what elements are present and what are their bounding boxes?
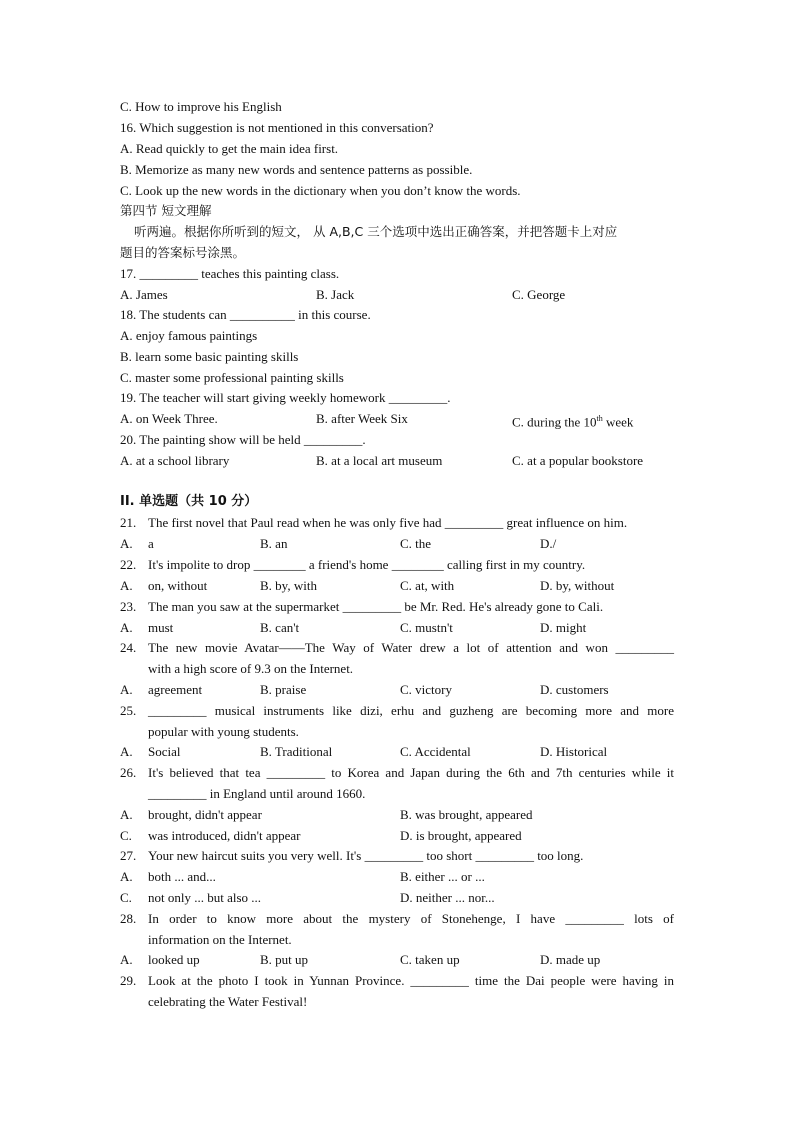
q28-option-d: D. made up xyxy=(540,952,601,967)
q24-option-b: B. praise xyxy=(260,682,307,697)
q28-number: 28. xyxy=(120,911,137,926)
q28-question-line2: information on the Internet. xyxy=(148,932,292,947)
q25-option-d: D. Historical xyxy=(540,744,608,759)
q22-option-a-letter: A. xyxy=(120,578,133,593)
q25-option-a: Social xyxy=(148,744,181,759)
q22-question: It's impolite to drop ________ a friend's home ________ calling first in my country. xyxy=(148,557,586,572)
q21-option-c: C. the xyxy=(400,536,432,551)
q23-option-c: C. mustn't xyxy=(400,620,453,635)
q17-option-a: A. James xyxy=(120,287,168,302)
q18-option-b: B. learn some basic painting skills xyxy=(120,349,299,364)
q29-question-line2: celebrating the Water Festival! xyxy=(148,994,308,1009)
q21-option-d: D./ xyxy=(540,536,557,551)
q21-option-b: B. an xyxy=(260,536,288,551)
q28-option-b: B. put up xyxy=(260,952,309,967)
q25-question-line1: _________ musical instruments like dizi, erhu and guzheng are becoming more and more xyxy=(148,703,674,718)
q23-question: The man you saw at the supermarket _________ be Mr. Red. He's already gone to Cali. xyxy=(148,599,604,614)
q24-option-a: agreement xyxy=(148,682,203,697)
q21-number: 21. xyxy=(120,515,137,530)
q17-question: 17. _________ teaches this painting class. xyxy=(120,266,340,281)
q21-option-a-letter: A. xyxy=(120,536,133,551)
q16-option-c: C. Look up the new words in the dictionary when you don’t know the words. xyxy=(120,183,521,198)
q26-question-line2: _________ in England until around 1660. xyxy=(148,786,366,801)
q18-question: 18. The students can __________ in this course. xyxy=(120,307,371,322)
q23-option-b: B. can't xyxy=(260,620,300,635)
q28-option-a-letter: A. xyxy=(120,952,133,967)
q24-question-line1: The new movie Avatar——The Way of Water drew a lot of attention and won _________ xyxy=(148,640,674,655)
section-4-instruction-line1: 听两遍。根据你所听到的短文， 从 A,B,C 三个选项中选出正确答案，并把答题卡上对应 xyxy=(134,224,618,239)
q16-option-a: A. Read quickly to get the main idea first. xyxy=(120,141,339,156)
q20-option-b: B. at a local art museum xyxy=(316,453,443,468)
q26-option-d: D. is brought, appeared xyxy=(400,828,522,843)
q27-question: Your new haircut suits you very well. It's _________ too short _________ too long. xyxy=(148,848,584,863)
q27-option-b: B. either ... or ... xyxy=(400,869,485,884)
q20-question: 20. The painting show will be held _________. xyxy=(120,432,366,447)
q26-option-b: B. was brought, appeared xyxy=(400,807,533,822)
q24-option-a-letter: A. xyxy=(120,682,133,697)
q28-option-a: looked up xyxy=(148,952,200,967)
q29-number: 29. xyxy=(120,973,137,988)
q27-option-a-letter: A. xyxy=(120,869,133,884)
q17-option-c: C. George xyxy=(512,287,566,302)
q24-number: 24. xyxy=(120,640,137,655)
q25-number: 25. xyxy=(120,703,137,718)
q22-option-d: D. by, without xyxy=(540,578,615,593)
q22-number: 22. xyxy=(120,557,137,572)
q26-option-a-letter: A. xyxy=(120,807,133,822)
q26-option-c-letter: C. xyxy=(120,828,132,843)
q27-option-c: not only ... but also ... xyxy=(148,890,262,905)
q25-option-a-letter: A. xyxy=(120,744,133,759)
q29-question-line1: Look at the photo I took in Yunnan Province. _________ time the Dai people were having in xyxy=(148,973,674,988)
q16-option-b: B. Memorize as many new words and sentence patterns as possible. xyxy=(120,162,473,177)
q27-option-c-letter: C. xyxy=(120,890,132,905)
q21-option-a: a xyxy=(148,536,154,551)
q25-option-b: B. Traditional xyxy=(260,744,333,759)
q22-option-b: B. by, with xyxy=(260,578,317,593)
q19-option-a: A. on Week Three. xyxy=(120,411,218,426)
q16-question: 16. Which suggestion is not mentioned in this conversation? xyxy=(120,120,434,135)
q19-option-c: C. during the 10th week xyxy=(512,414,634,430)
q17-option-b: B. Jack xyxy=(316,287,355,302)
q22-option-a: on, without xyxy=(148,578,208,593)
q23-option-d: D. might xyxy=(540,620,587,635)
q26-number: 26. xyxy=(120,765,137,780)
q26-option-a: brought, didn't appear xyxy=(148,807,262,822)
q23-option-a-letter: A. xyxy=(120,620,133,635)
q26-option-c: was introduced, didn't appear xyxy=(148,828,301,843)
q25-option-c: C. Accidental xyxy=(400,744,471,759)
q15-option-c: C. How to improve his English xyxy=(120,99,282,114)
q27-option-d: D. neither ... nor... xyxy=(400,890,495,905)
q18-option-c: C. master some professional painting skills xyxy=(120,370,344,385)
q24-option-d: D. customers xyxy=(540,682,609,697)
q27-option-a: both ... and... xyxy=(148,869,216,884)
q21-question: The first novel that Paul read when he was only five had _________ great influence on him. xyxy=(148,515,628,530)
q24-question-line2: with a high score of 9.3 on the Internet. xyxy=(148,661,354,676)
q28-option-c: C. taken up xyxy=(400,952,460,967)
q19-question: 19. The teacher will start giving weekly homework _________. xyxy=(120,390,451,405)
q25-question-line2: popular with young students. xyxy=(148,724,299,739)
q23-number: 23. xyxy=(120,599,137,614)
q24-option-c: C. victory xyxy=(400,682,452,697)
q26-question-line1: It's believed that tea _________ to Korea and Japan during the 6th and 7th centuries while it xyxy=(148,765,674,780)
q23-option-a: must xyxy=(148,620,174,635)
q19-option-b: B. after Week Six xyxy=(316,411,408,426)
section-4-instruction-line2: 题目的答案标号涂黑。 xyxy=(120,245,246,260)
q28-question-line1: In order to know more about the mystery of Stonehenge, I have _________ lots of xyxy=(148,911,674,926)
q22-option-c: C. at, with xyxy=(400,578,455,593)
section-4-title: 第四节 短文理解 xyxy=(120,203,212,218)
q27-number: 27. xyxy=(120,848,137,863)
q18-option-a: A. enjoy famous paintings xyxy=(120,328,258,343)
q20-option-c: C. at a popular bookstore xyxy=(512,453,644,468)
q20-option-a: A. at a school library xyxy=(120,453,230,468)
part-2-heading: II. 单选题（共 10 分） xyxy=(120,494,258,509)
